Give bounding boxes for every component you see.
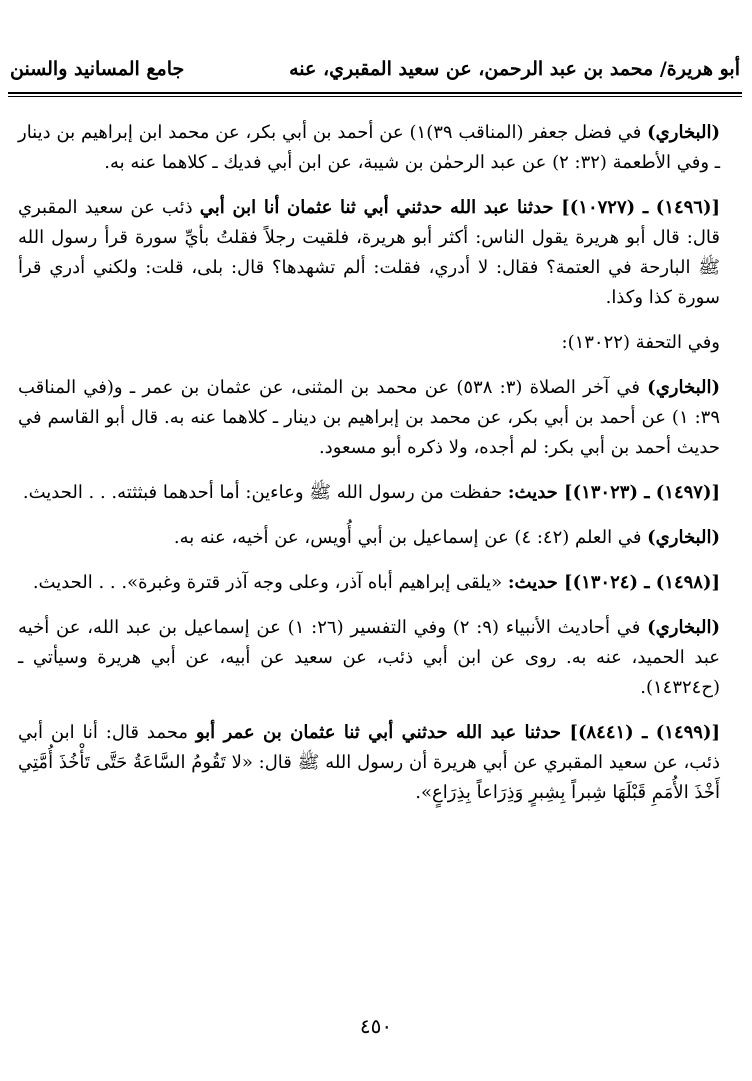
paragraph-6 bbox=[18, 523, 720, 553]
paragraph-3 bbox=[18, 328, 720, 358]
paragraph-5 bbox=[18, 478, 720, 508]
paragraph-text: في فضل جعفر (المناقب ٣٩)١) عن أحمد بن أبي بكر، عن محمد ابن إبراهيم بن دينار ـ وفي الأطعمة (٣٢: ٢) عن عبد الرحمٰن بن شيبة، عن ابن أبي فديك ـ كلاهما عنه به. bbox=[18, 122, 720, 173]
paragraph-text: في العلم (٤٢: ٤) عن إسماعيل بن أبي أُويس، عن أخيه، عنه به. bbox=[173, 527, 648, 548]
hadith-heading: [(١٤٩٧) ـ (١٣٠٢٣)] حديث: bbox=[507, 482, 720, 503]
paragraph-7 bbox=[18, 568, 720, 598]
paragraph-lead: (البخاري) bbox=[647, 122, 720, 143]
paragraph-text: في آخر الصلاة (٣: ٥٣٨) عن محمد بن المثنى، عن عثمان بن عمر ـ و(في المناقب ٣٩: ١) عن أحمد بن أبي بكر، عن محمد بن إبراهيم بن دينار ـ كلاهما عنه به. قال أبو القاسم في حديث أحمد بن أبي بكر: لم أجده، ولا ذكره أبو مسعود. bbox=[18, 377, 720, 458]
hadith-heading: [(١٤٩٩) ـ (٨٤٤١)] حدثنا عبد الله حدثني أبي ثنا عثمان بن عمر أبو bbox=[195, 722, 720, 743]
paragraph-text: في أحاديث الأنبياء (٩: ٢) وفي التفسير (٢٦: ١) عن إسماعيل بن عبد الله، عن أخيه عبد الحميد، عنه به. روى عن ابن أبي ذئب، عن سعيد عن أبيه، عن أبي هريرة وسيأتي ـ (ح١٤٣٢٤). bbox=[18, 617, 720, 698]
paragraph-text: حفظت من رسول الله ﷺ وعاءين: أما أحدهما فبثثته. . . الحديث. bbox=[22, 482, 508, 503]
page-number: ٤٥٠ bbox=[359, 1014, 393, 1038]
paragraph-9 bbox=[18, 718, 720, 808]
paragraph-text: ذئب عن سعيد المقبري قال: قال أبو هريرة يقول الناس: أكثر أبو هريرة، فلقيت رجلاً فقلتُ بأيِّ سورة قرأ رسول الله ﷺ البارحة في العتمة؟ فقال: لا أدري، فقلت: ألم تشهدها؟ قال: بلى، قلت: ولكني أدري قرأ سورة كذا وكذا. bbox=[18, 197, 720, 308]
hadith-heading: [(١٤٩٨) ـ (١٣٠٢٤)] حديث: bbox=[507, 572, 720, 593]
header-rule-thin bbox=[8, 96, 742, 97]
paragraph-8 bbox=[18, 613, 720, 703]
page-body bbox=[18, 118, 720, 823]
header-rule bbox=[8, 92, 742, 94]
paragraph-lead: (البخاري) bbox=[647, 377, 721, 398]
paragraph-4 bbox=[18, 373, 720, 463]
header-title: أبو هريرة/ محمد بن عبد الرحمن، عن سعيد المقبري، عنه bbox=[289, 58, 740, 80]
book-title: جامع المسانيد والسنن bbox=[10, 58, 185, 80]
paragraph-lead: (البخاري) bbox=[647, 617, 720, 638]
paragraph-1 bbox=[18, 118, 720, 178]
hadith-heading: [(١٤٩٦) ـ (١٠٧٢٧)] حدثنا عبد الله حدثني أبي ثنا عثمان أنا ابن أبي bbox=[199, 197, 721, 218]
paragraph-2 bbox=[18, 193, 720, 313]
paragraph-text: محمد قال: أنا ابن أبي ذئب، عن سعيد المقبري عن أبي هريرة أن رسول الله ﷺ قال: «لا تَقُومُ السَّاعَةُ حَتَّى تَأْخُذَ أُمَّتِي أَخْذَ الأُمَمِ قَبْلَهَا شِبراً بِشِبرٍ وَذِرَاعاً بِذِرَاعٍ». bbox=[18, 722, 720, 803]
paragraph-lead: (البخاري) bbox=[647, 527, 720, 548]
running-header bbox=[10, 56, 740, 88]
paragraph-text: «يلقى إبراهيم أباه آذر، وعلى وجه آذر قترة وغبرة». . . الحديث. bbox=[32, 572, 508, 593]
paragraph-text: وفي التحفة (١٣٠٢٢): bbox=[561, 332, 720, 353]
